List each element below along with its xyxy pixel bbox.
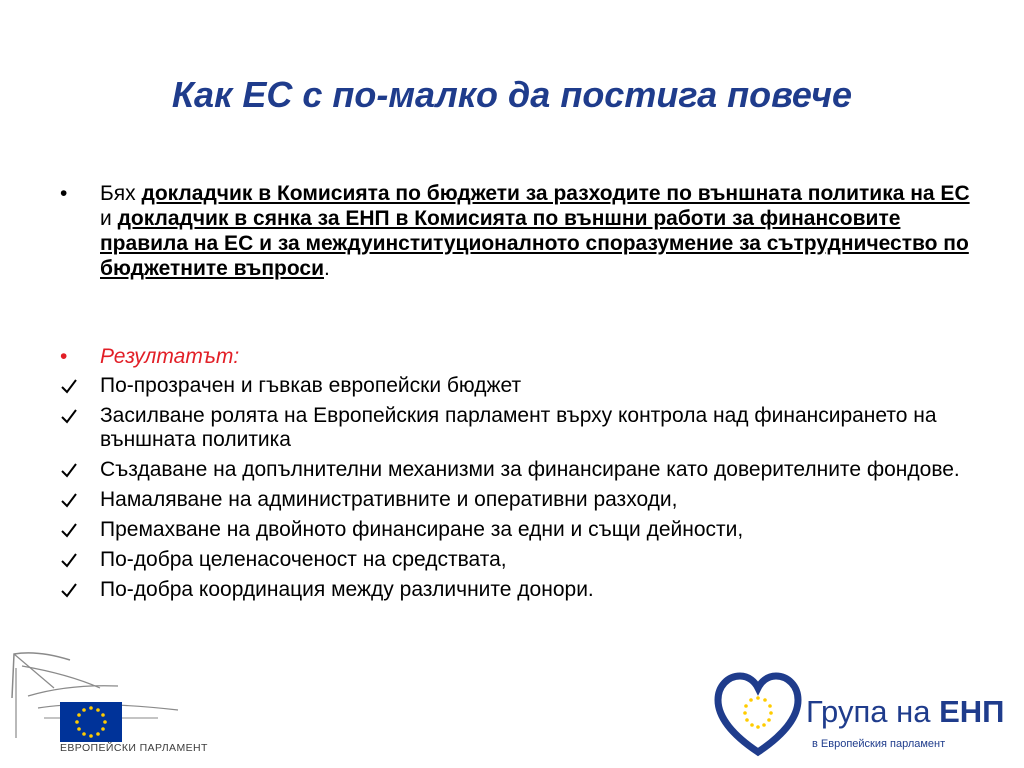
- result-bullet-marker: •: [60, 345, 68, 368]
- list-item: [60, 518, 960, 542]
- checkmark-icon: [60, 378, 78, 394]
- check-text: Създаване на допълнителни механизми за финансиране като доверителните фондове.: [100, 458, 960, 481]
- rapporteur-role-budget: докладчик в Комисията по бюджети за разходите по външната политика на ЕС: [141, 182, 970, 205]
- result-checklist: [60, 374, 960, 608]
- checkmark-icon: [60, 492, 78, 508]
- intro-text: [100, 181, 980, 281]
- ep-caption: ЕВРОПЕЙСКИ ПАРЛАМЕНТ: [60, 742, 208, 754]
- checkmark-icon: [60, 462, 78, 478]
- bullet-marker: •: [60, 182, 68, 205]
- epp-name-bold: ЕНП: [939, 694, 1005, 729]
- checkmark-icon: [60, 522, 78, 538]
- list-item: [60, 548, 960, 572]
- check-text: По-добра координация между различните донори.: [100, 578, 594, 601]
- list-item: [60, 458, 960, 482]
- list-item: [60, 578, 960, 602]
- checkmark-icon: [60, 552, 78, 568]
- epp-heart-icon: [712, 668, 804, 760]
- checkmark-icon: [60, 408, 78, 424]
- check-text: Намаляване на административните и оперативни разходи,: [100, 488, 678, 511]
- intro-join: и: [100, 207, 118, 230]
- result-label: Резултатът:: [100, 345, 240, 368]
- rapporteur-role-shadow: докладчик в сянка за ЕНП в Комисията по външни работи за финансовите правила на ЕС и за междуинституционалното споразумение за сътрудничество по бюджетните въпроси: [100, 207, 969, 280]
- check-text: По-добра целенасоченост на средствата,: [100, 548, 507, 571]
- check-text: Премахване на двойното финансиране за едни и същи дейности,: [100, 518, 744, 541]
- epp-name-prefix: Група на: [806, 694, 940, 729]
- check-text: По-прозрачен и гъвкав европейски бюджет: [100, 374, 522, 397]
- european-parliament-logo: [8, 648, 218, 766]
- epp-subtitle: в Европейския парламент: [812, 738, 946, 750]
- checkmark-icon: [60, 582, 78, 598]
- parliament-building-icon: [8, 648, 218, 744]
- epp-group-name: [806, 694, 1004, 730]
- list-item: [60, 404, 960, 452]
- epp-group-logo: [712, 668, 1016, 764]
- intro-prefix: Бях: [100, 182, 142, 205]
- list-item: [60, 374, 960, 398]
- list-item: [60, 488, 960, 512]
- check-text: Засилване ролята на Европейския парламент върху контрола над финансирането на външната политика: [100, 404, 937, 451]
- intro-suffix: .: [324, 257, 330, 280]
- slide-title: Как ЕС с по-малко да постига повече: [171, 74, 853, 115]
